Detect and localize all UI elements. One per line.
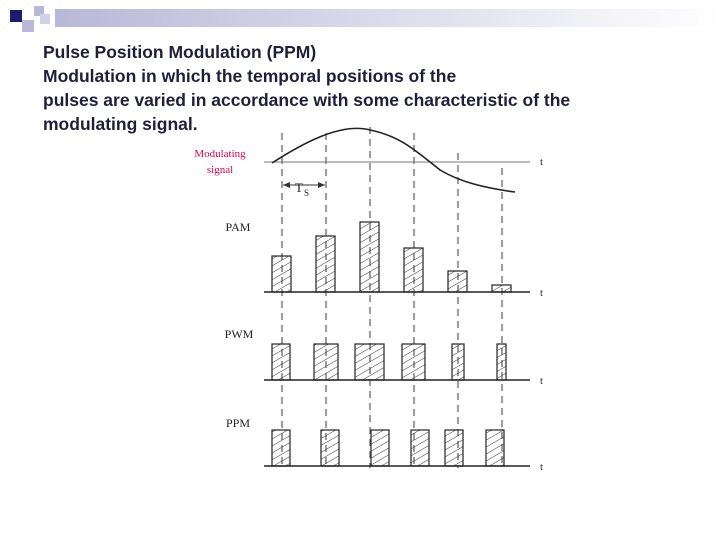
pwm-pulse: [452, 344, 464, 380]
ppm-pulse: [272, 430, 290, 466]
pwm-label: PWM: [224, 327, 254, 341]
ppm-time-label: t: [540, 461, 544, 473]
body-line: pulses are varied in accordance with some characteristic of the: [43, 90, 571, 110]
pam-pulse: [492, 285, 511, 292]
pwm-pulse: [314, 344, 338, 380]
pwm-pulse: [272, 344, 290, 380]
slide-title: Pulse Position Modulation (PPM): [43, 42, 317, 62]
ppm-pulse: [321, 430, 339, 466]
pam-pulse: [272, 256, 291, 292]
ts-subscript: S: [304, 188, 310, 198]
modulating-label-line2: signal: [206, 164, 234, 176]
modulating-signal-curve: [272, 128, 515, 192]
pwm-pulses: [272, 344, 506, 380]
ppm-pulse: [445, 430, 463, 466]
ppm-label: PPM: [225, 416, 251, 430]
figure-backing: [210, 112, 540, 132]
ppm-pulse: [371, 430, 389, 466]
pam-pulse: [404, 248, 423, 292]
ppm-pulses: [272, 430, 504, 466]
modulating-label-line1: Modulating: [194, 148, 246, 160]
ppm-pulse: [486, 430, 504, 466]
pwm-time-label: t: [540, 375, 544, 387]
pam-pulse: [448, 271, 467, 292]
ts-label: T: [295, 180, 303, 195]
pam-time-label: t: [540, 287, 544, 299]
pwm-pulse: [402, 344, 425, 380]
sampling-lines: [282, 127, 502, 468]
body-line: Modulation in which the temporal positions of the: [43, 66, 457, 86]
pam-pulses: [272, 222, 511, 292]
pwm-pulse: [497, 344, 506, 380]
pam-pulse: [316, 236, 335, 292]
time-axis-label: t: [540, 156, 544, 168]
pam-pulse: [360, 222, 379, 292]
ppm-pulse: [411, 430, 429, 466]
body-line: modulating signal.: [43, 114, 198, 134]
pam-label: PAM: [225, 220, 251, 234]
pwm-pulse: [355, 344, 384, 380]
